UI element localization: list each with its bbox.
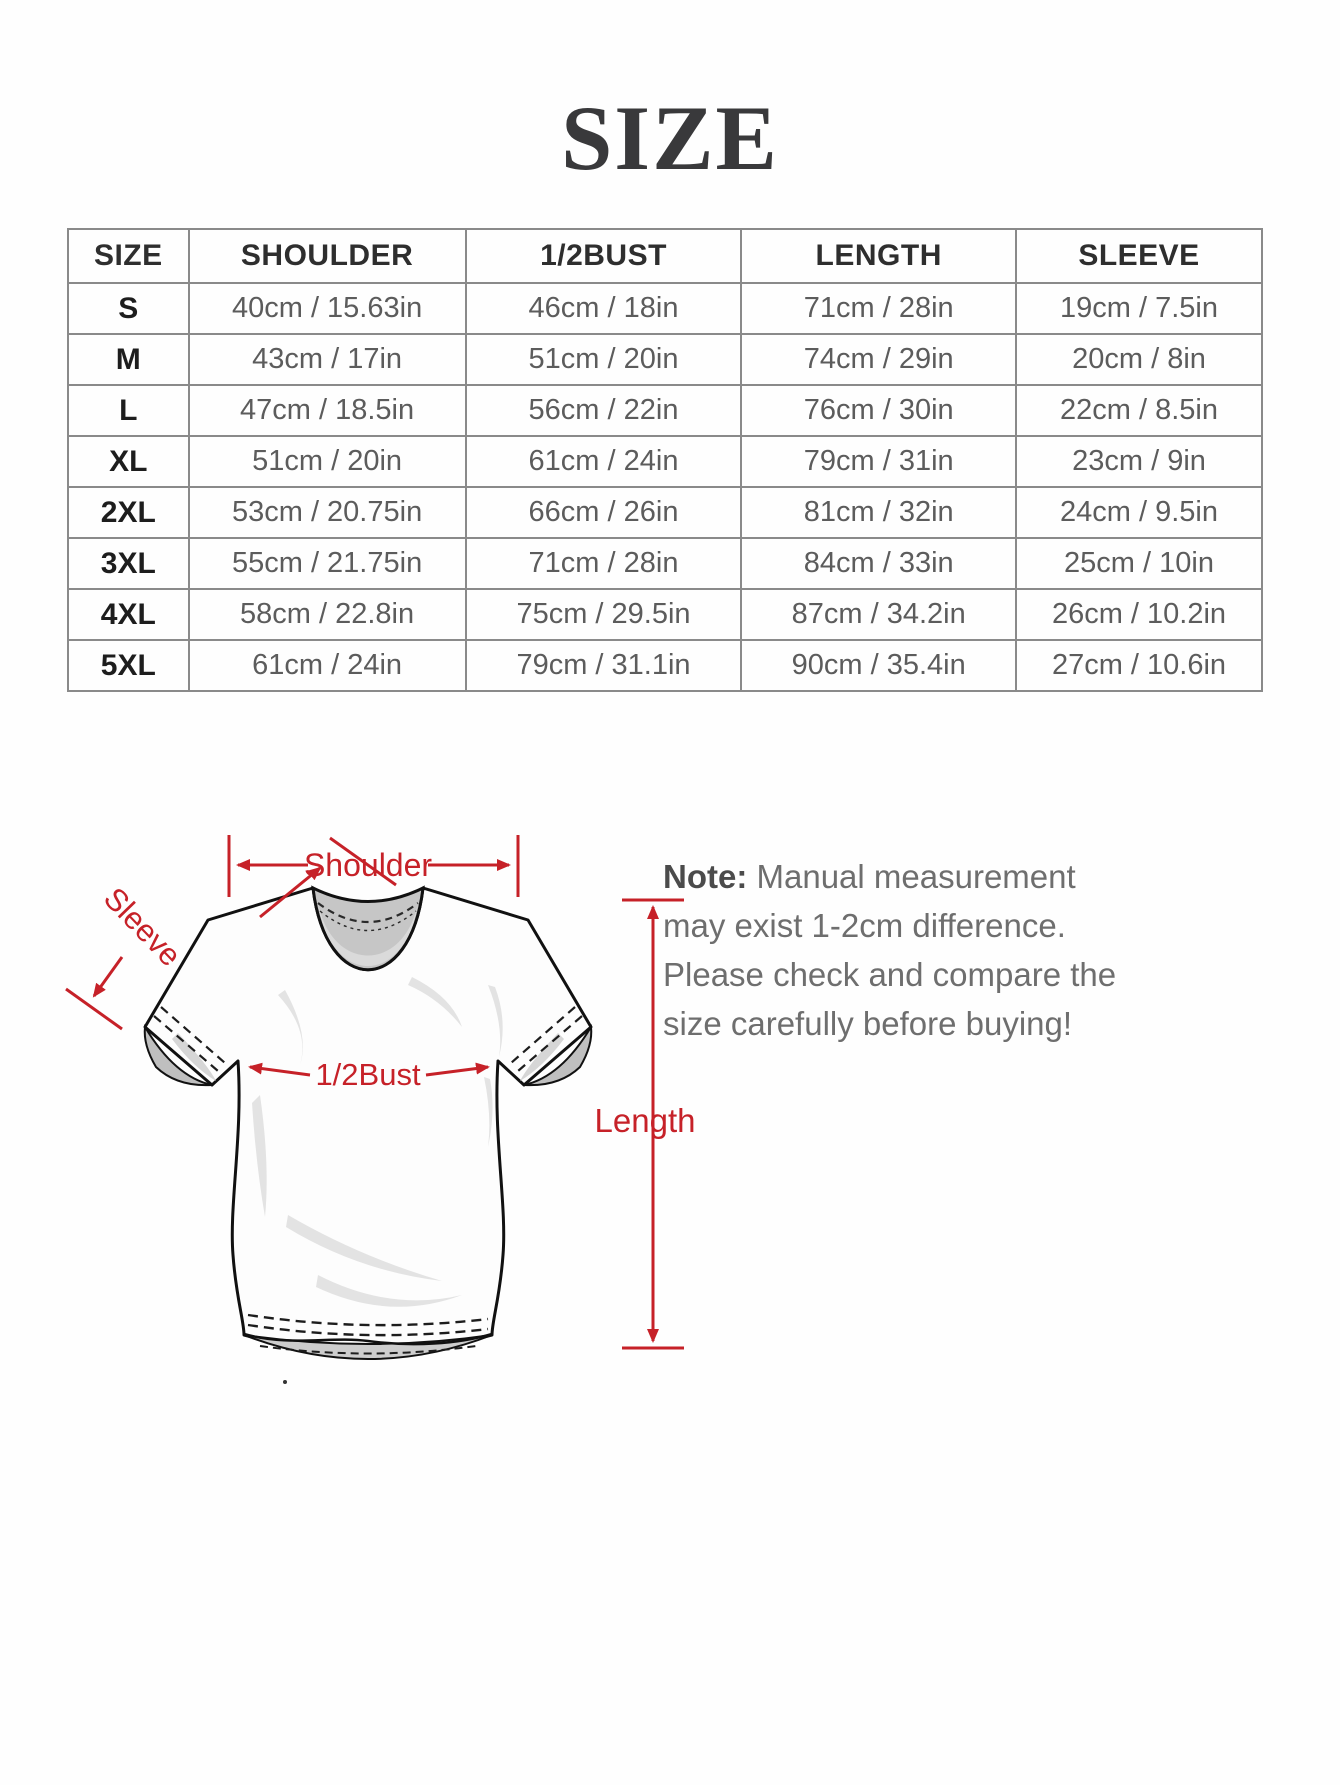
sleeve-cell: 19cm / 7.5in [1016, 283, 1262, 334]
page-title: SIZE [561, 87, 779, 189]
sleeve-label: Sleeve [96, 880, 188, 974]
length-cell: 84cm / 33in [741, 538, 1016, 589]
tshirt-measurement-diagram [60, 735, 700, 1435]
length-cell: 76cm / 30in [741, 385, 1016, 436]
size-table [67, 228, 1263, 692]
header-cell-length: LENGTH [741, 229, 1016, 283]
bust-cell: 46cm / 18in [466, 283, 742, 334]
shoulder-cell: 51cm / 20in [189, 436, 466, 487]
size-cell: 4XL [68, 589, 189, 640]
shoulder-label: Shoulder [303, 847, 433, 883]
header-cell-size: SIZE [68, 229, 189, 283]
note-text: Manual measurement may exist 1-2cm difference. Please check and compare the size carefully before buying! [663, 858, 1117, 1042]
size-cell: S [68, 283, 189, 334]
sleeve-cell: 26cm / 10.2in [1016, 589, 1262, 640]
bust-cell: 61cm / 24in [466, 436, 742, 487]
length-cell: 87cm / 34.2in [741, 589, 1016, 640]
header-cell-shoulder: SHOULDER [189, 229, 466, 283]
size-cell: M [68, 334, 189, 385]
length-cell: 90cm / 35.4in [741, 640, 1016, 691]
sleeve-cell: 23cm / 9in [1016, 436, 1262, 487]
length-cell: 71cm / 28in [741, 283, 1016, 334]
length-cell: 79cm / 31in [741, 436, 1016, 487]
note [663, 852, 1141, 1048]
sleeve-cell: 27cm / 10.6in [1016, 640, 1262, 691]
length-label: Length [594, 1102, 696, 1139]
bust-cell: 71cm / 28in [466, 538, 742, 589]
sleeve-cell: 24cm / 9.5in [1016, 487, 1262, 538]
shoulder-cell: 47cm / 18.5in [189, 385, 466, 436]
bust-cell: 79cm / 31.1in [466, 640, 742, 691]
bust-cell: 56cm / 22in [466, 385, 742, 436]
table-row [68, 283, 1262, 334]
size-cell: XL [68, 436, 189, 487]
size-cell: L [68, 385, 189, 436]
header-cell-bust: 1/2BUST [466, 229, 742, 283]
table-row [68, 538, 1262, 589]
table-row [68, 334, 1262, 385]
bust-label: 1/2Bust [315, 1057, 421, 1092]
shoulder-cell: 53cm / 20.75in [189, 487, 466, 538]
table-row [68, 385, 1262, 436]
bust-cell: 51cm / 20in [466, 334, 742, 385]
shoulder-cell: 43cm / 17in [189, 334, 466, 385]
bust-cell: 66cm / 26in [466, 487, 742, 538]
sleeve-cell: 20cm / 8in [1016, 334, 1262, 385]
table-row [68, 487, 1262, 538]
table-row [68, 436, 1262, 487]
shoulder-cell: 55cm / 21.75in [189, 538, 466, 589]
table-row [68, 589, 1262, 640]
length-cell: 81cm / 32in [741, 487, 1016, 538]
size-cell: 5XL [68, 640, 189, 691]
shoulder-cell: 40cm / 15.63in [189, 283, 466, 334]
size-cell: 3XL [68, 538, 189, 589]
sleeve-cell: 25cm / 10in [1016, 538, 1262, 589]
stray-mark [283, 1380, 287, 1384]
sleeve-cell: 22cm / 8.5in [1016, 385, 1262, 436]
table-row [68, 640, 1262, 691]
size-cell: 2XL [68, 487, 189, 538]
length-cell: 74cm / 29in [741, 334, 1016, 385]
shoulder-cell: 61cm / 24in [189, 640, 466, 691]
bust-cell: 75cm / 29.5in [466, 589, 742, 640]
tshirt-graphic [145, 888, 592, 1384]
shoulder-cell: 58cm / 22.8in [189, 589, 466, 640]
table-header-row [68, 229, 1262, 283]
header-cell-sleeve: SLEEVE [1016, 229, 1262, 283]
note-label: Note: [663, 858, 748, 895]
